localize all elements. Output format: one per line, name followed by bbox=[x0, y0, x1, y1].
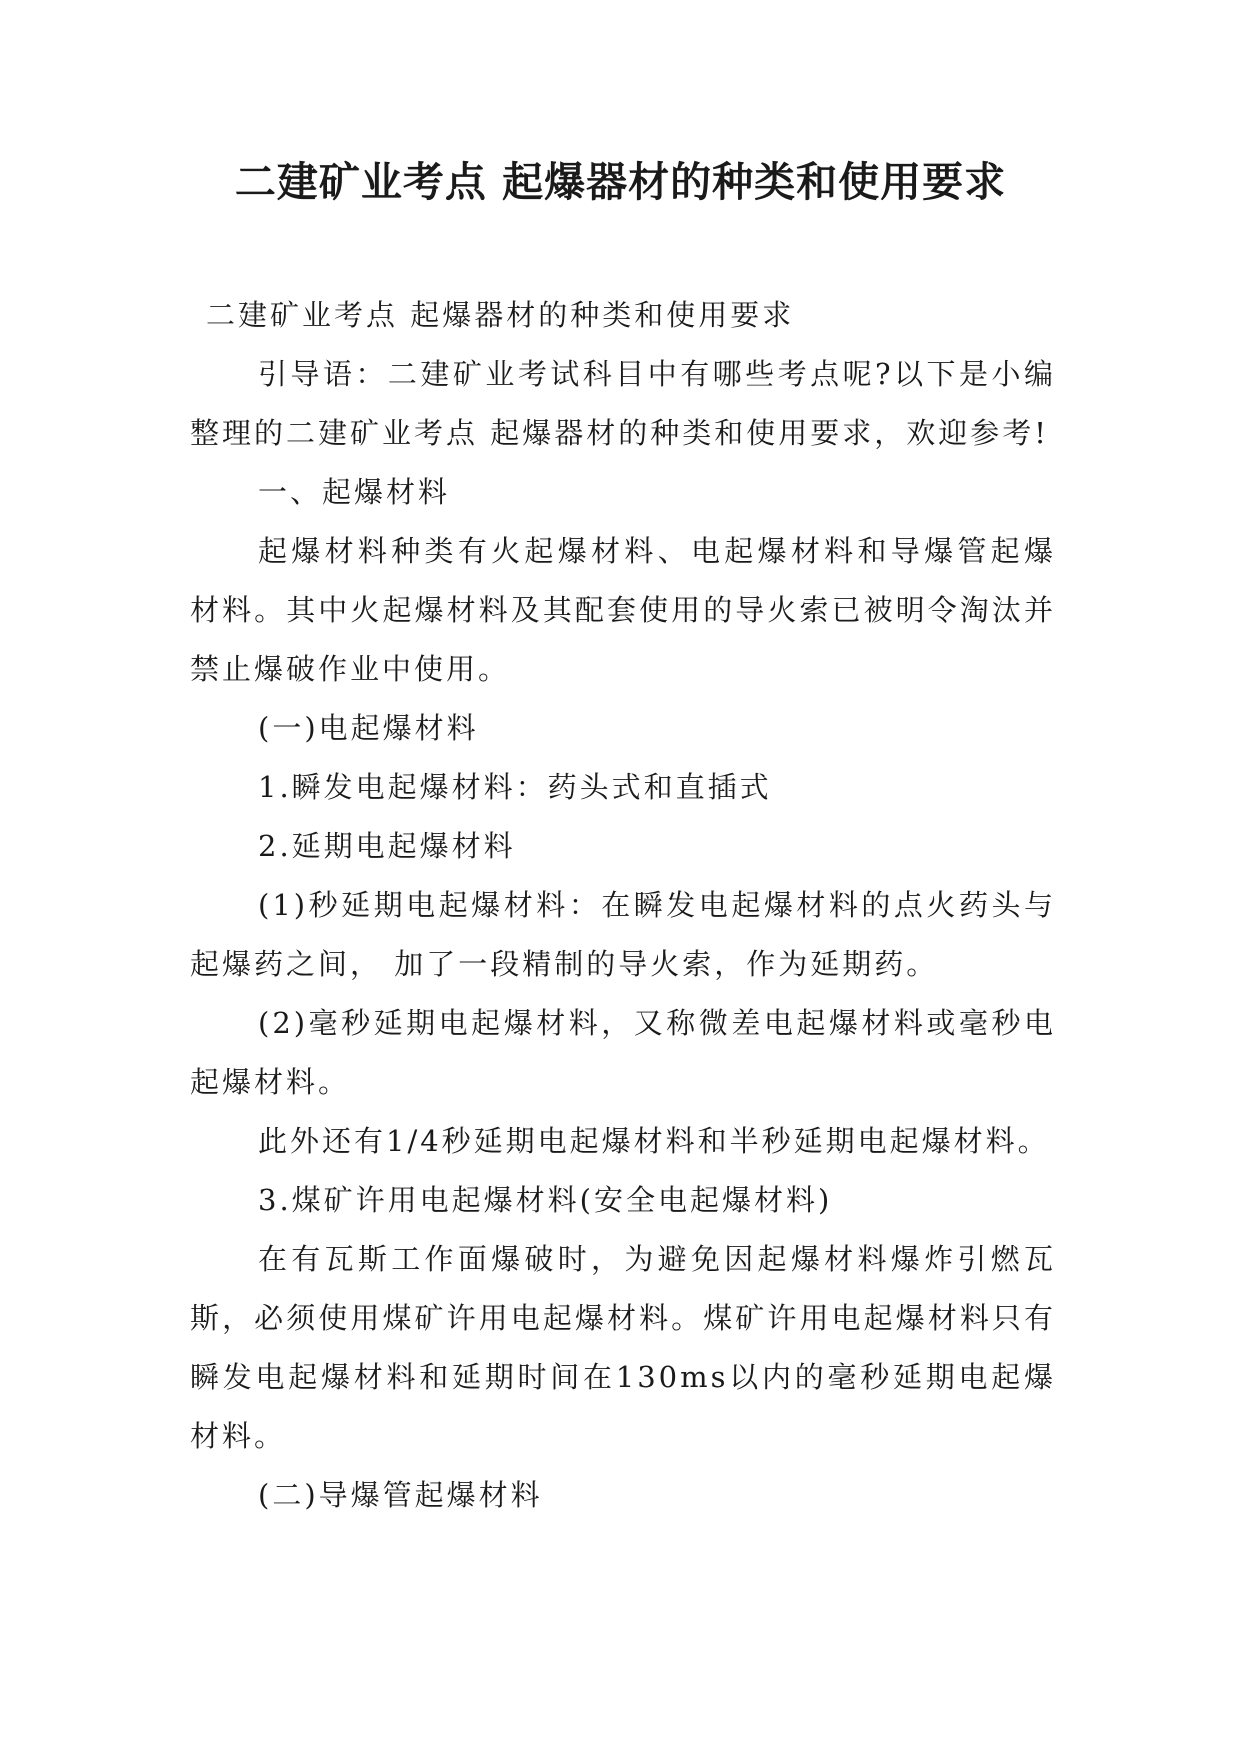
document-title: 二建矿业考点 起爆器材的种类和使用要求 bbox=[234, 158, 1007, 206]
paragraph: (2)毫秒延期电起爆材料，又称微差电起爆材料或毫秒电起爆材料。 bbox=[190, 1006, 1056, 1099]
list-item: 3.煤矿许用电起爆材料(安全电起爆材料) bbox=[258, 1183, 833, 1217]
list-item: 1.瞬发电起爆材料：药头式和直插式 bbox=[258, 770, 772, 804]
document-body bbox=[190, 286, 1056, 1525]
paragraph: 此外还有1/4秒延期电起爆材料和半秒延期电起爆材料。 bbox=[258, 1124, 1050, 1158]
section-heading-1: 一、起爆材料 bbox=[258, 475, 451, 509]
paragraph: 起爆材料种类有火起爆材料、电起爆材料和导爆管起爆材料。其中火起爆材料及其配套使用的导火索已被明令淘汰并禁止爆破作业中使用。 bbox=[190, 534, 1056, 686]
list-item: 2.延期电起爆材料 bbox=[258, 829, 516, 863]
subsection-heading: (一)电起爆材料 bbox=[258, 711, 479, 745]
paragraph: (1)秒延期电起爆材料：在瞬发电起爆材料的点火药头与起爆药之间， 加了一段精制的导火索，作为延期药。 bbox=[190, 888, 1056, 981]
paragraph: 在有瓦斯工作面爆破时，为避免因起爆材料爆炸引燃瓦斯，必须使用煤矿许用电起爆材料。煤矿许用电起爆材料只有瞬发电起爆材料和延期时间在130ms以内的毫秒延期电起爆材料。 bbox=[190, 1242, 1056, 1453]
paragraph-subtitle: 二建矿业考点 起爆器材的种类和使用要求 bbox=[206, 298, 795, 332]
subsection-heading: (二)导爆管起爆材料 bbox=[258, 1478, 543, 1512]
paragraph-intro: 引导语：二建矿业考试科目中有哪些考点呢?以下是小编整理的二建矿业考点 起爆器材的种类和使用要求，欢迎参考! bbox=[190, 357, 1056, 450]
